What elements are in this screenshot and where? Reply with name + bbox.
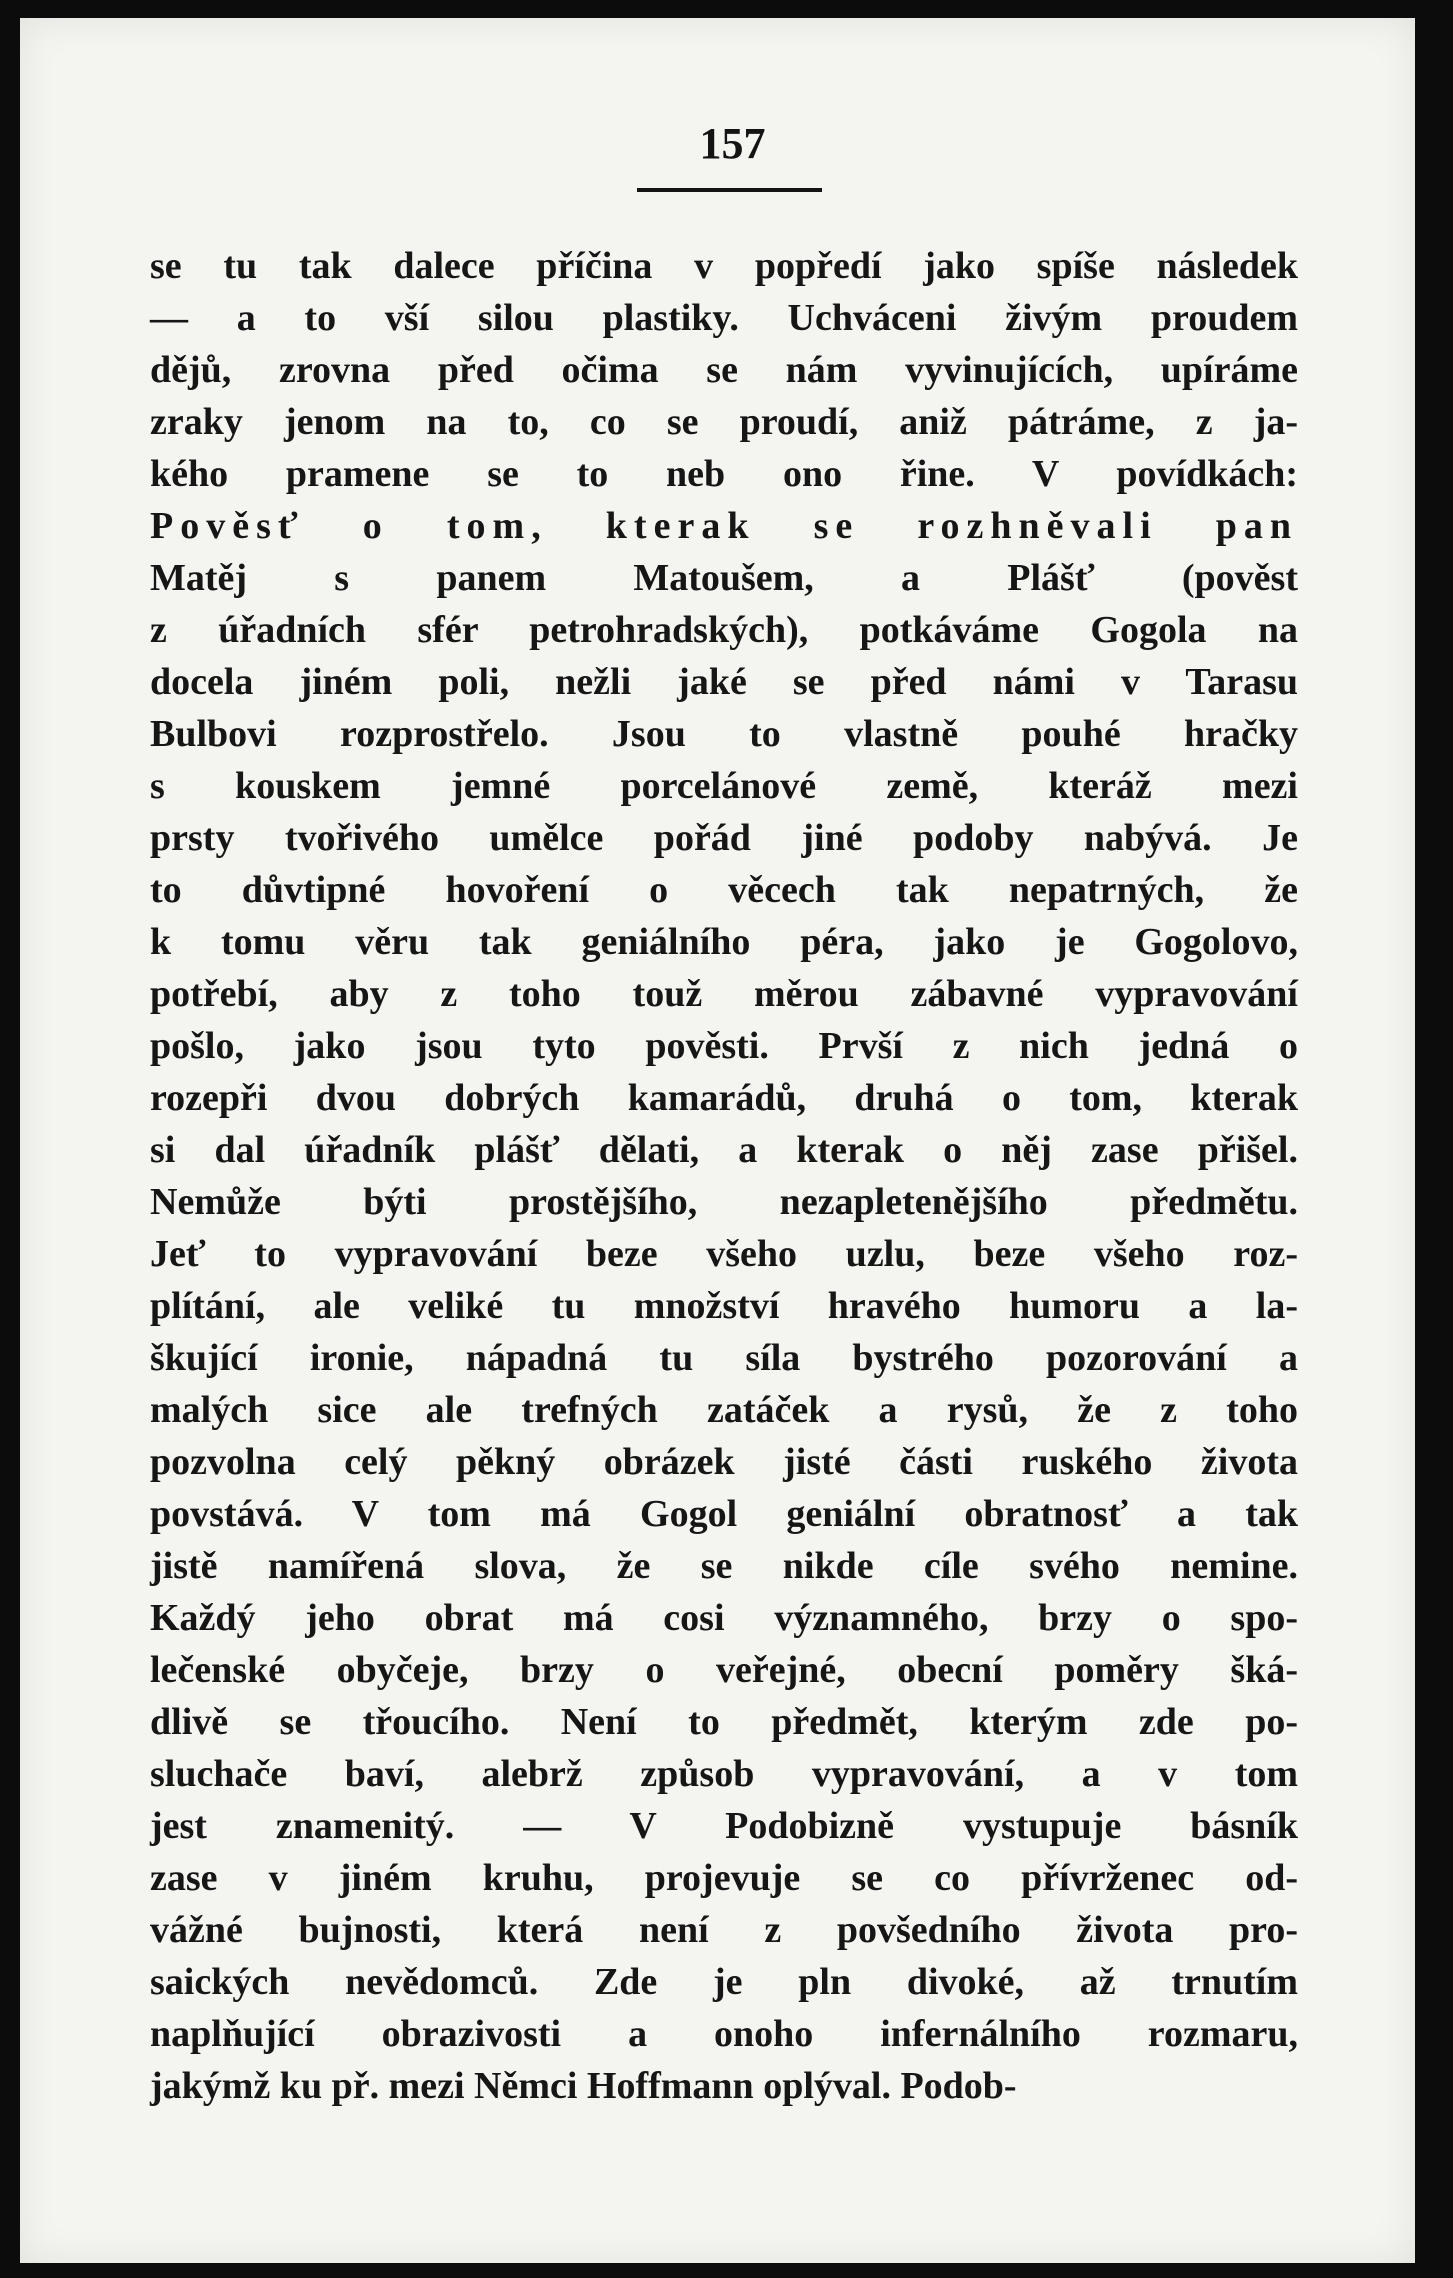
text-line: zase v jiném kruhu, projevuje se co přívrženec od-	[150, 1857, 1298, 1899]
text-line: vážné bujnosti, která není z povšedního života pro-	[150, 1909, 1298, 1951]
text-line: malých sice ale trefných zatáček a rysů, že z toho	[150, 1389, 1298, 1431]
text-line: jakýmž ku př. mezi Němci Hoffmann oplýval. Podob-	[150, 2065, 1017, 2107]
text-line: Každý jeho obrat má cosi významného, brzy o spo-	[150, 1597, 1298, 1639]
text-line: naplňující obrazivosti a onoho infernálního rozmaru,	[150, 2013, 1298, 2055]
text-line: rozepři dvou dobrých kamarádů, druhá o tom, kterak	[150, 1077, 1298, 1119]
text-line: pozvolna celý pěkný obrázek jisté části ruského života	[150, 1441, 1298, 1483]
page-number: 157	[699, 119, 766, 168]
text-line: prsty tvořivého umělce pořád jiné podoby nabývá. Je	[150, 817, 1298, 859]
text-line: k tomu věru tak geniálního péra, jako je Gogolovo,	[150, 921, 1298, 963]
text-line: lečenské obyčeje, brzy o veřejné, obecní poměry šká-	[150, 1649, 1298, 1691]
text-line: Jeť to vypravování beze všeho uzlu, beze všeho roz-	[150, 1233, 1298, 1275]
text-line: s kouskem jemné porcelánové země, kteráž mezi	[150, 765, 1298, 807]
text-line: si dal úřadník plášť dělati, a kterak o něj zase přišel.	[150, 1129, 1298, 1171]
header-rule	[637, 188, 822, 192]
text-line: — a to vší silou plastiky. Uchváceni živým proudem	[150, 297, 1298, 339]
text-line: kého pramene se to neb ono řine. V povídkách:	[150, 453, 1298, 495]
text-line: zraky jenom na to, co se proudí, aniž pátráme, z ja-	[150, 401, 1298, 443]
body-text	[150, 240, 1298, 2112]
text-line: dějů, zrovna před očima se nám vyvinujících, upíráme	[150, 349, 1298, 391]
text-line: jest znamenitý. — V Podobizně vystupuje básník	[150, 1805, 1298, 1847]
text-line: plítání, ale veliké tu množství hravého humoru a la-	[150, 1285, 1298, 1327]
text-line: povstává. V tom má Gogol geniální obratnosť a tak	[150, 1493, 1298, 1535]
text-line: z úřadních sfér petrohradských), potkáváme Gogola na	[150, 609, 1298, 651]
text-line: Bulbovi rozprostřelo. Jsou to vlastně pouhé hračky	[150, 713, 1298, 755]
text-line: pošlo, jako jsou tyto pověsti. Prvší z nich jedná o	[150, 1025, 1298, 1067]
text-line: sluchače baví, alebrž způsob vypravování, a v tom	[150, 1753, 1298, 1795]
text-line: potřebí, aby z toho touž měrou zábavné vypravování	[150, 973, 1298, 1015]
text-line: škující ironie, nápadná tu síla bystrého pozorování a	[150, 1337, 1298, 1379]
text-line: saických nevědomců. Zde je pln divoké, až trnutím	[150, 1961, 1298, 2003]
text-line: Pověsť o tom, kterak se rozhněvali pan	[150, 505, 1298, 547]
text-line: Nemůže býti prostějšího, nezapletenějšího předmětu.	[150, 1181, 1298, 1223]
text-line: docela jiném poli, nežli jaké se před námi v Tarasu	[150, 661, 1298, 703]
text-line: se tu tak dalece příčina v popředí jako spíše následek	[150, 245, 1298, 287]
text-line: Matěj s panem Matoušem, a Plášť (pověst	[150, 557, 1298, 599]
text-line: jistě namířená slova, že se nikde cíle svého nemine.	[150, 1545, 1298, 1587]
paper-sheet	[20, 18, 1415, 2263]
text-line: dlivě se třoucího. Není to předmět, kterým zde po-	[150, 1701, 1298, 1743]
text-line: to důvtipné hovoření o věcech tak nepatrných, že	[150, 869, 1298, 911]
